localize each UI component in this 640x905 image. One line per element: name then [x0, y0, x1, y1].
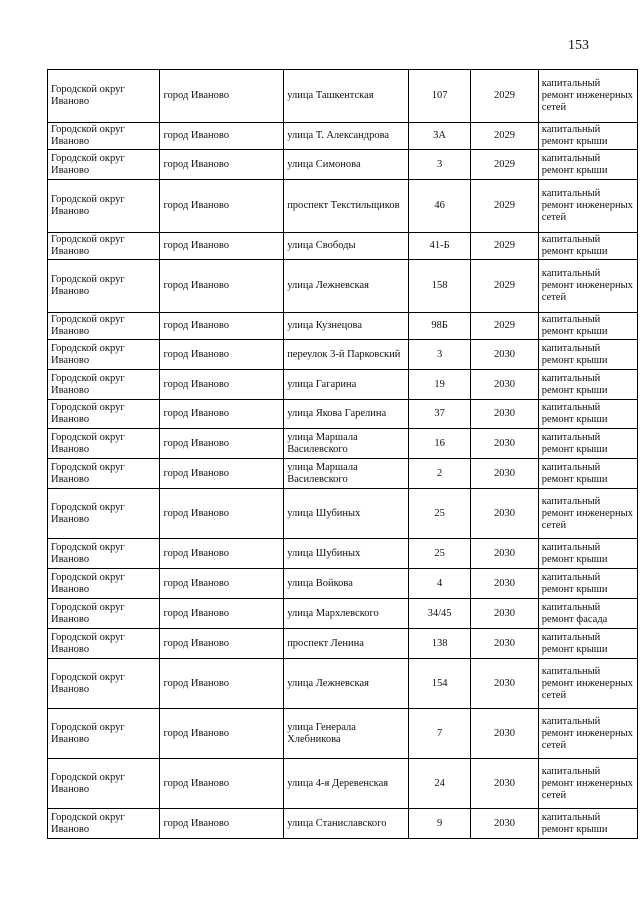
- cell-street: улица Шубиных: [284, 539, 409, 569]
- cell-okrug: Городской округ Иваново: [48, 539, 160, 569]
- cell-city: город Иваново: [160, 599, 284, 629]
- cell-city: город Иваново: [160, 400, 284, 429]
- cell-work: капитальный ремонт инженерных сетей: [538, 70, 637, 123]
- cell-year: 2029: [471, 123, 538, 150]
- cell-street: проспект Ленина: [284, 629, 409, 659]
- cell-okrug: Городской округ Иваново: [48, 123, 160, 150]
- cell-okrug: Городской округ Иваново: [48, 569, 160, 599]
- cell-okrug: Городской округ Иваново: [48, 260, 160, 313]
- cell-street: улица 4-я Деревенская: [284, 759, 409, 809]
- table-row: [48, 150, 638, 180]
- cell-year: 2030: [471, 370, 538, 400]
- cell-street: улица Шубиных: [284, 489, 409, 539]
- cell-work: капитальный ремонт крыши: [538, 150, 637, 180]
- cell-street: улица Лежневская: [284, 260, 409, 313]
- table-row: [48, 123, 638, 150]
- cell-city: город Иваново: [160, 313, 284, 340]
- cell-year: 2029: [471, 150, 538, 180]
- cell-year: 2030: [471, 569, 538, 599]
- cell-house: 25: [408, 539, 470, 569]
- cell-year: 2030: [471, 659, 538, 709]
- cell-house: 25: [408, 489, 470, 539]
- table-row: [48, 599, 638, 629]
- cell-street: улица Войкова: [284, 569, 409, 599]
- cell-okrug: Городской округ Иваново: [48, 489, 160, 539]
- cell-house: 138: [408, 629, 470, 659]
- cell-street: улица Т. Александрова: [284, 123, 409, 150]
- table-row: [48, 809, 638, 839]
- cell-street: улица Мархлевского: [284, 599, 409, 629]
- cell-work: капитальный ремонт фасада: [538, 599, 637, 629]
- cell-house: 19: [408, 370, 470, 400]
- cell-work: капитальный ремонт крыши: [538, 313, 637, 340]
- cell-city: город Иваново: [160, 459, 284, 489]
- cell-house: 41-Б: [408, 233, 470, 260]
- cell-city: город Иваново: [160, 370, 284, 400]
- cell-year: 2030: [471, 599, 538, 629]
- registry-table: [47, 69, 638, 839]
- cell-street: улица Станиславского: [284, 809, 409, 839]
- cell-house: 154: [408, 659, 470, 709]
- cell-work: капитальный ремонт крыши: [538, 809, 637, 839]
- cell-city: город Иваново: [160, 429, 284, 459]
- cell-city: город Иваново: [160, 260, 284, 313]
- cell-house: 3: [408, 150, 470, 180]
- table-row: [48, 569, 638, 599]
- table-row: [48, 429, 638, 459]
- cell-okrug: Городской округ Иваново: [48, 809, 160, 839]
- cell-house: 107: [408, 70, 470, 123]
- cell-work: капитальный ремонт инженерных сетей: [538, 759, 637, 809]
- table-row: [48, 313, 638, 340]
- cell-city: город Иваново: [160, 180, 284, 233]
- cell-work: капитальный ремонт крыши: [538, 539, 637, 569]
- cell-city: город Иваново: [160, 709, 284, 759]
- cell-city: город Иваново: [160, 489, 284, 539]
- table-row: [48, 340, 638, 370]
- cell-house: 4: [408, 569, 470, 599]
- cell-work: капитальный ремонт крыши: [538, 370, 637, 400]
- cell-house: 7: [408, 709, 470, 759]
- cell-house: 37: [408, 400, 470, 429]
- table-row: [48, 370, 638, 400]
- table-row: [48, 759, 638, 809]
- cell-year: 2029: [471, 260, 538, 313]
- cell-city: город Иваново: [160, 539, 284, 569]
- cell-house: 9: [408, 809, 470, 839]
- cell-work: капитальный ремонт крыши: [538, 429, 637, 459]
- cell-work: капитальный ремонт инженерных сетей: [538, 260, 637, 313]
- table-row: [48, 629, 638, 659]
- cell-street: улица Симонова: [284, 150, 409, 180]
- cell-city: город Иваново: [160, 569, 284, 599]
- cell-house: 158: [408, 260, 470, 313]
- cell-city: город Иваново: [160, 340, 284, 370]
- cell-year: 2029: [471, 313, 538, 340]
- cell-okrug: Городской округ Иваново: [48, 370, 160, 400]
- cell-work: капитальный ремонт крыши: [538, 569, 637, 599]
- cell-okrug: Городской округ Иваново: [48, 340, 160, 370]
- cell-city: город Иваново: [160, 123, 284, 150]
- table-row: [48, 539, 638, 569]
- table-row: [48, 459, 638, 489]
- cell-street: улица Якова Гарелина: [284, 400, 409, 429]
- cell-year: 2029: [471, 180, 538, 233]
- cell-street: улица Генерала Хлебникова: [284, 709, 409, 759]
- cell-house: 46: [408, 180, 470, 233]
- cell-work: капитальный ремонт крыши: [538, 400, 637, 429]
- cell-okrug: Городской округ Иваново: [48, 709, 160, 759]
- cell-house: 3А: [408, 123, 470, 150]
- cell-year: 2030: [471, 459, 538, 489]
- cell-street: переулок 3-й Парковский: [284, 340, 409, 370]
- cell-year: 2030: [471, 429, 538, 459]
- cell-house: 16: [408, 429, 470, 459]
- cell-year: 2030: [471, 400, 538, 429]
- cell-street: улица Гагарина: [284, 370, 409, 400]
- cell-okrug: Городской округ Иваново: [48, 459, 160, 489]
- cell-work: капитальный ремонт инженерных сетей: [538, 489, 637, 539]
- cell-okrug: Городской округ Иваново: [48, 150, 160, 180]
- cell-house: 34/45: [408, 599, 470, 629]
- cell-year: 2030: [471, 629, 538, 659]
- cell-work: капитальный ремонт крыши: [538, 340, 637, 370]
- cell-work: капитальный ремонт инженерных сетей: [538, 659, 637, 709]
- cell-street: улица Ташкентская: [284, 70, 409, 123]
- page-number: 153: [568, 38, 589, 53]
- cell-street: улица Маршала Василевского: [284, 429, 409, 459]
- cell-year: 2029: [471, 233, 538, 260]
- cell-work: капитальный ремонт инженерных сетей: [538, 709, 637, 759]
- cell-work: капитальный ремонт крыши: [538, 629, 637, 659]
- cell-house: 2: [408, 459, 470, 489]
- cell-year: 2029: [471, 70, 538, 123]
- cell-city: город Иваново: [160, 809, 284, 839]
- table-row: [48, 709, 638, 759]
- cell-okrug: Городской округ Иваново: [48, 180, 160, 233]
- cell-street: улица Кузнецова: [284, 313, 409, 340]
- cell-work: капитальный ремонт инженерных сетей: [538, 180, 637, 233]
- cell-city: город Иваново: [160, 233, 284, 260]
- cell-city: город Иваново: [160, 659, 284, 709]
- cell-city: город Иваново: [160, 70, 284, 123]
- cell-work: капитальный ремонт крыши: [538, 459, 637, 489]
- cell-city: город Иваново: [160, 150, 284, 180]
- cell-okrug: Городской округ Иваново: [48, 233, 160, 260]
- table-row: [48, 260, 638, 313]
- cell-year: 2030: [471, 539, 538, 569]
- table-row: [48, 659, 638, 709]
- table-row: [48, 180, 638, 233]
- cell-okrug: Городской округ Иваново: [48, 759, 160, 809]
- cell-house: 3: [408, 340, 470, 370]
- cell-year: 2030: [471, 759, 538, 809]
- cell-okrug: Городской округ Иваново: [48, 400, 160, 429]
- cell-work: капитальный ремонт крыши: [538, 233, 637, 260]
- cell-year: 2030: [471, 340, 538, 370]
- cell-okrug: Городской округ Иваново: [48, 659, 160, 709]
- cell-year: 2030: [471, 809, 538, 839]
- cell-street: улица Маршала Василевского: [284, 459, 409, 489]
- registry-table-body: [48, 70, 638, 839]
- cell-okrug: Городской округ Иваново: [48, 629, 160, 659]
- cell-city: город Иваново: [160, 629, 284, 659]
- cell-street: проспект Текстильщиков: [284, 180, 409, 233]
- cell-city: город Иваново: [160, 759, 284, 809]
- cell-okrug: Городской округ Иваново: [48, 313, 160, 340]
- cell-street: улица Свободы: [284, 233, 409, 260]
- cell-street: улица Лежневская: [284, 659, 409, 709]
- cell-house: 98Б: [408, 313, 470, 340]
- cell-work: капитальный ремонт крыши: [538, 123, 637, 150]
- cell-year: 2030: [471, 709, 538, 759]
- cell-house: 24: [408, 759, 470, 809]
- cell-okrug: Городской округ Иваново: [48, 429, 160, 459]
- cell-year: 2030: [471, 489, 538, 539]
- table-row: [48, 233, 638, 260]
- table-row: [48, 400, 638, 429]
- table-row: [48, 70, 638, 123]
- table-row: [48, 489, 638, 539]
- cell-okrug: Городской округ Иваново: [48, 70, 160, 123]
- cell-okrug: Городской округ Иваново: [48, 599, 160, 629]
